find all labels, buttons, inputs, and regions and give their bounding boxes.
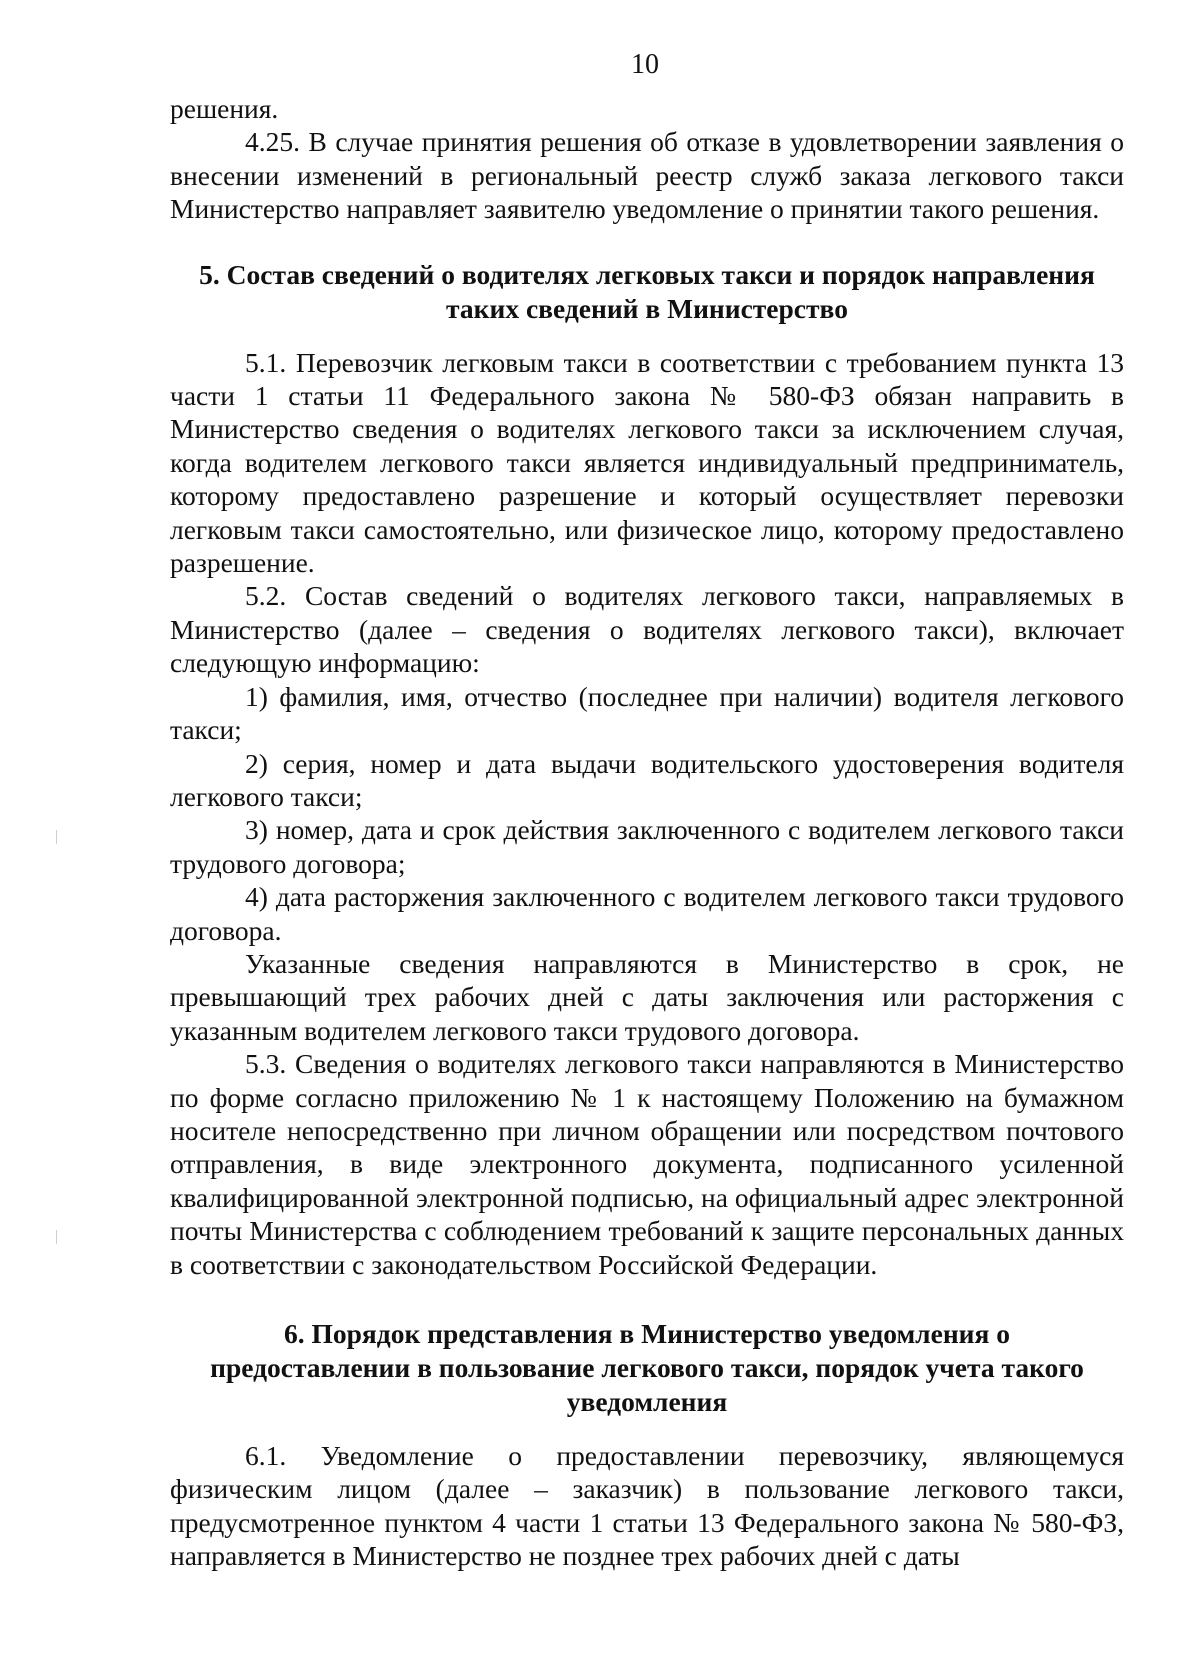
section-6-heading-line: 6. Порядок представления в Министерство уведомления о [283,1318,1011,1349]
section-5-heading-line: 5. Состав сведений о водителях легковых такси и порядок направления [199,258,1095,290]
list-item: 2) серия, номер и дата выдачи водительского удостоверения водителя легкового такси; [170,747,1124,812]
section-6-heading [170,1317,1124,1419]
paragraph-5-2: 5.2. Состав сведений о водителях легкового такси, направляемых в Министерство (далее – сведения о водителях легкового такси), включает следующую информацию: [170,580,1124,679]
section-5-heading-line: таких сведений в Министерство [446,292,848,324]
paragraph-5-3: 5.3. Сведения о водителях легкового такси направляются в Министерство по форме согласно приложению № 1 к настоящему Положению на бумажном носителе непосредственно при личном обращении или посредством почтового отправления, в виде электронного документа, подписанного усиленной квалифицированной электронной подписью, на официальный адрес электронной почты Министерства с соблюдением требований к защите персональных данных в соответствии с законодательством Российской Федерации. [170,1048,1124,1280]
list-item: 1) фамилия, имя, отчество (последнее при наличии) водителя легкового такси; [170,680,1124,746]
list-item: 4) дата расторжения заключенного с водителем легкового такси трудового договора. [170,881,1124,946]
scan-margin-mark [56,1230,57,1244]
section-6-heading-line: уведомления [566,1386,728,1417]
list-item: 3) номер, дата и срок действия заключенного с водителем легкового такси трудового договора; [170,814,1124,879]
paragraph-deadline: Указанные сведения направляются в Министерство в срок, не превышающий трех рабочих дней с даты заключения или расторжения с указанным водителем легкового такси трудового договора. [170,947,1124,1046]
scan-margin-mark [56,830,57,844]
paragraph-5-1: 5.1. Перевозчик легковым такси в соответствии с требованием пункта 13 части 1 статьи 11 Федерального закона № 580-ФЗ обязан направить в Министерство сведения о водителях легкового такси за исключением случая, когда водителем легкового такси является индивидуальный предприниматель, которому предоставлено разрешение и который осуществляет перевозки легковым такси самостоятельно, или физическое лицо, которому предоставлено разрешение. [170,346,1124,579]
page-number: 10 [631,49,659,80]
document-body [170,92,1124,1573]
paragraph-4-25: 4.25. В случае принятия решения об отказе в удовлетворении заявления о внесении изменений в региональный реестр служб заказа легкового такси Министерство направляет заявителю уведомление о принятии такого решения. [170,126,1124,225]
section-6-heading-line: предоставлении в пользование легкового такси, порядок учета такого [210,1352,1084,1383]
paragraph-6-1: 6.1. Уведомление о предоставлении перевозчику, являющемуся физическим лицом (далее – заказчик) в пользование легкового такси, предусмотренное пунктом 4 части 1 статьи 13 Федерального закона № 580-ФЗ, направляется в Министерство не позднее трех рабочих дней с даты [170,1440,1124,1572]
paragraph-continued: решения. [170,93,279,124]
section-5-heading [170,258,1124,326]
